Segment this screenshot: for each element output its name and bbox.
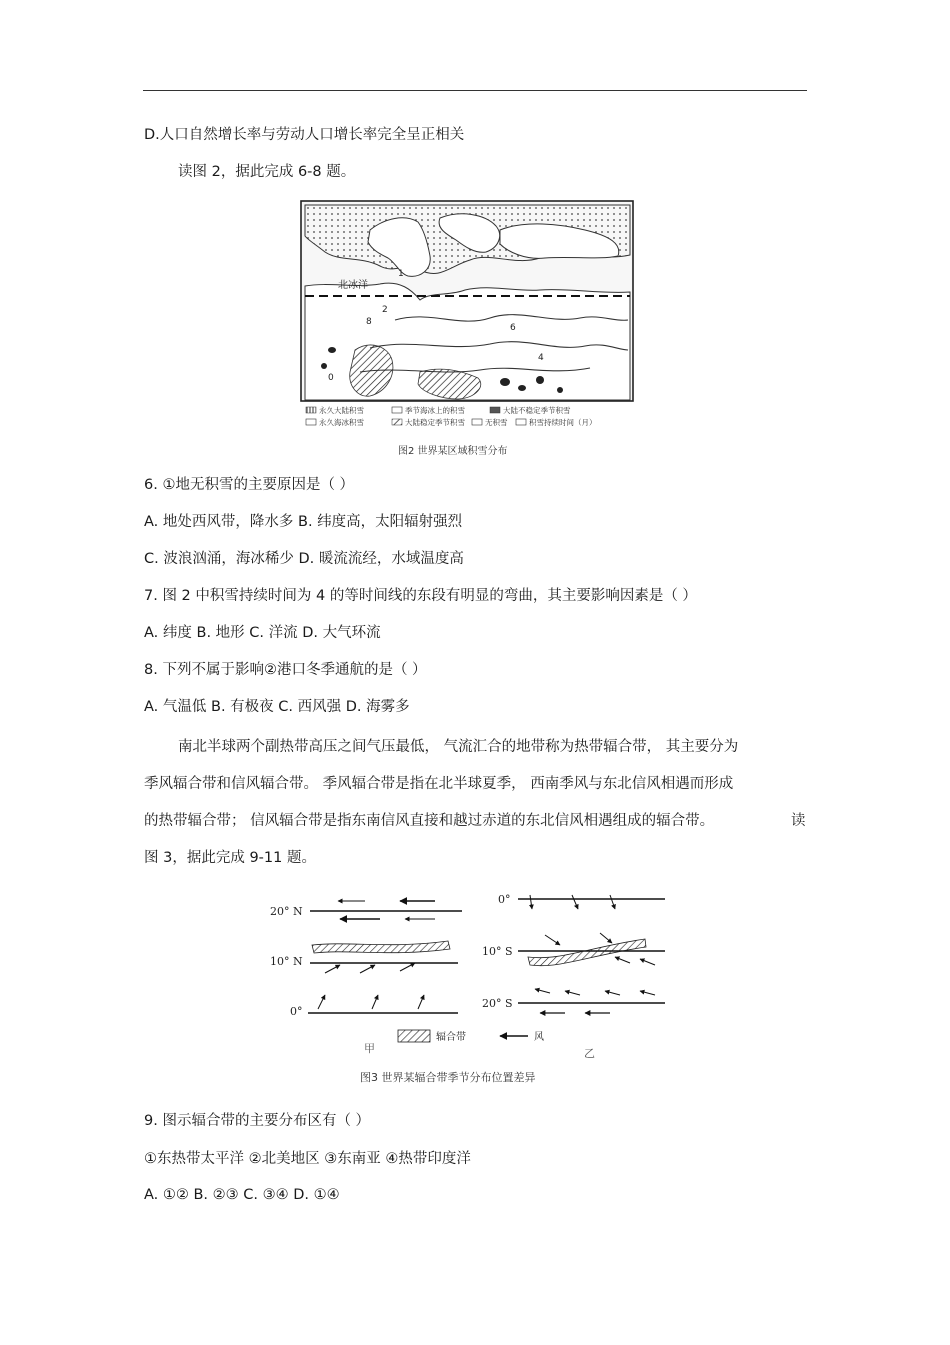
figure-2-caption: 图2 世界某区域积雪分布 — [398, 446, 508, 457]
map-number: 4 — [538, 353, 544, 363]
question-9-options: A. ①② B. ②③ C. ③④ D. ①④ — [144, 1187, 340, 1203]
map-legend — [306, 405, 597, 427]
belt-legend-swatch — [398, 1030, 430, 1042]
lat-label: 20° S — [482, 997, 513, 1010]
figure-3-caption: 图3 世界某辐合带季节分布位置差异 — [360, 1071, 536, 1084]
figure-2 — [300, 200, 636, 462]
question-7-options: A. 纬度 B. 地形 C. 洋流 D. 大气环流 — [144, 625, 381, 641]
legend-item: 大陆不稳定季节积雪 — [503, 406, 571, 415]
question-7: 7. 图 2 中积雪持续时间为 4 的等时间线的东段有明显的弯曲，其主要影响因素是（ ） — [144, 588, 697, 604]
wind-legend-label: 风 — [534, 1032, 544, 1043]
legend-item: 季节海冰上的积雪 — [405, 406, 465, 415]
question-9-items: ①东热带太平洋 ②北美地区 ③东南亚 ④热带印度洋 — [144, 1151, 471, 1167]
belt-legend-label: 辐合带 — [436, 1032, 466, 1043]
legend-item: 永久大陆积雪 — [319, 406, 364, 415]
passage-line-2: 季风辐合带和信风辐合带。 季风辐合带是指在北半球夏季， 西南季风与东北信风相遇而形成 — [144, 776, 734, 792]
lat-label: 0° — [498, 893, 511, 906]
question-6: 6. ①地无积雪的主要原因是（ ） — [144, 477, 355, 493]
panel-label-left: 甲 — [364, 1042, 375, 1055]
legend-item: 永久海冰积雪 — [319, 418, 364, 427]
question-8-options: A. 气温低 B. 有极夜 C. 西风强 D. 海雾多 — [144, 699, 410, 715]
passage-line-3-end: 读 — [791, 813, 806, 829]
instruction-fig2: 读图 2，据此完成 6-8 题。 — [178, 164, 356, 180]
legend-item: 大陆稳定季节积雪 — [405, 418, 465, 427]
lat-label: 10° N — [270, 955, 303, 968]
question-6-options-ab: A. 地处西风带，降水多 B. 纬度高，太阳辐射强烈 — [144, 514, 463, 530]
lat-label: 20° N — [270, 905, 303, 918]
passage-line-3: 的热带辐合带； 信风辐合带是指东南信风直接和越过赤道的东北信风相遇组成的辐合带。 — [144, 813, 715, 829]
map-number: 2 — [382, 305, 388, 315]
lat-label: 0° — [290, 1005, 303, 1018]
question-9: 9. 图示辐合带的主要分布区有（ ） — [144, 1113, 371, 1129]
lat-label: 10° S — [482, 945, 513, 958]
panel-label-right: 乙 — [584, 1047, 595, 1060]
map-number: 8 — [366, 317, 372, 327]
figure-3 — [260, 885, 680, 1095]
option-d-line: D.人口自然增长率与劳动人口增长率完全呈正相关 — [144, 127, 465, 143]
map-number: 6 — [510, 323, 516, 333]
legend-item: 无积雪 — [485, 418, 508, 427]
top-rule — [143, 90, 807, 91]
passage-line-1: 南北半球两个副热带高压之间气压最低， 气流汇合的地带称为热带辐合带， 其主要分为 — [178, 739, 739, 755]
sea-label: 北冰洋 — [338, 280, 368, 291]
question-6-options-cd: C. 波浪汹涌，海冰稀少 D. 暖流流经，水域温度高 — [144, 551, 464, 567]
legend-item: 积雪持续时间（月） — [529, 418, 597, 427]
map-number: 0 — [328, 373, 334, 383]
map-number: 1 — [398, 269, 404, 279]
question-8: 8. 下列不属于影响②港口冬季通航的是（ ） — [144, 662, 427, 678]
passage-line-4: 图 3，据此完成 9-11 题。 — [144, 850, 316, 866]
